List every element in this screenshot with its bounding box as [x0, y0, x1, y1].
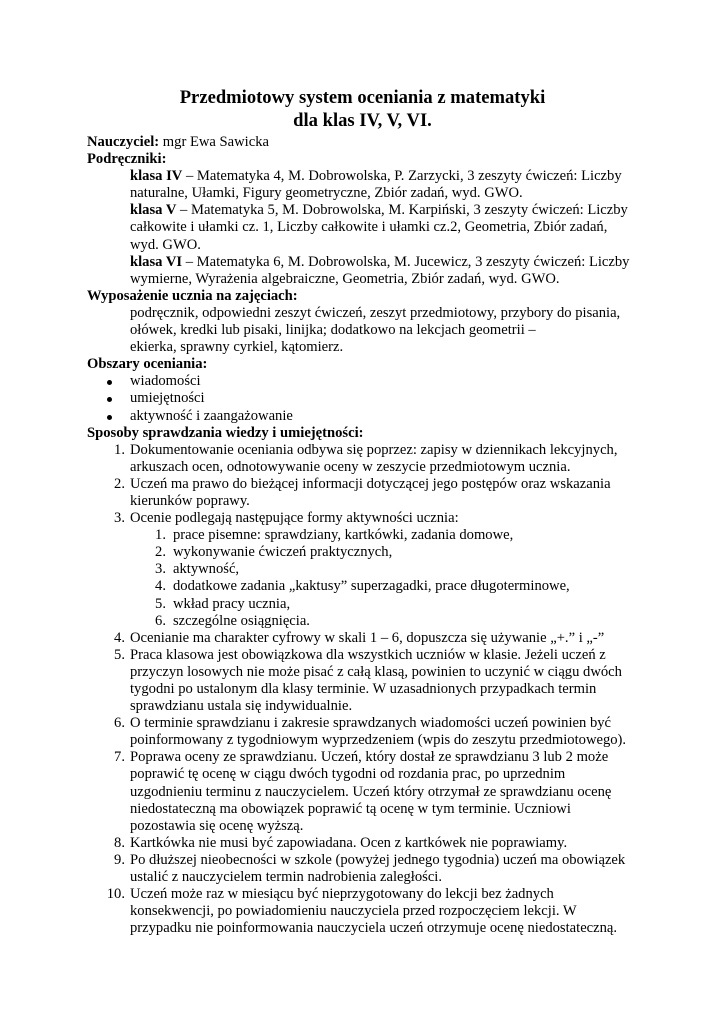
textbook-class-iv: [87, 168, 647, 185]
textbook-class-v: [87, 202, 647, 219]
method-text-line: arkuszach ocen, odnotowywanie oceny w zeszycie przedmiotowym ucznia.: [130, 458, 571, 475]
method-item: [87, 886, 647, 937]
list-number: 6.: [155, 612, 166, 629]
teacher-line: [87, 134, 647, 151]
method-text-line: Praca klasowa jest obowiązkowa dla wszystkich uczniów w klasie. Jeżeli uczeń z: [130, 646, 606, 663]
list-item-text: wiadomości: [130, 373, 201, 390]
list-item: [87, 408, 647, 425]
teacher-label: Nauczyciel:: [87, 134, 160, 150]
class-label: klasa V: [130, 202, 177, 219]
list-item: [130, 544, 647, 561]
equipment-line: ekierka, sprawny cyrkiel, kątomierz.: [130, 339, 344, 356]
method-text-line: Kartkówka nie musi być zapowiadana. Ocen z kartkówek nie poprawiamy.: [130, 834, 568, 851]
method-item: [87, 715, 647, 749]
list-number: 1.: [114, 441, 125, 458]
equipment-line: podręcznik, odpowiedni zeszyt ćwiczeń, zeszyt przedmiotowy, przybory do pisania,: [130, 304, 621, 321]
method-item: [87, 630, 647, 647]
list-item-text: aktywność i zaangażowanie: [130, 407, 293, 424]
list-item: [87, 390, 647, 407]
list-number: 6.: [114, 715, 125, 732]
method-text-line: przypadku nie poinformowania nauczyciela uczeń otrzymuje ocenę niedostateczną.: [130, 920, 618, 937]
method-text-line: pozostawia się ocenę wyższą.: [130, 817, 304, 834]
equipment-heading: Wyposażenie ucznia na zajęciach:: [87, 287, 298, 304]
textbooks-heading: Podręczniki:: [87, 151, 167, 168]
list-number: 1.: [155, 527, 166, 544]
method-item: [87, 852, 647, 886]
list-item: [130, 578, 647, 595]
method-text-line: uzgodnieniu terminu z nauczycielem. Uczeń który otrzymał ze sprawdzianu ocenę: [130, 783, 612, 800]
document-title-line-1: Przedmiotowy system oceniania z matematyki: [179, 87, 546, 108]
list-number: 5.: [114, 646, 125, 663]
method-text-line: niedostateczną ma obowiązek poprawić tą ocenę w tym terminie. Uczniowi: [130, 800, 571, 817]
equipment-line: ołówek, kredki lub pisaki, linijka; dodatkowo na lekcjach geometrii –: [130, 322, 536, 339]
bullet-icon: [107, 415, 112, 420]
method-text-line: kierunków poprawy.: [130, 492, 250, 509]
textbook-text-line: naturalne, Ułamki, Figury geometryczne, Zbiór zadań, wyd. GWO.: [130, 185, 523, 202]
teacher-name: mgr Ewa Sawicka: [162, 134, 269, 150]
method-text-line: Uczeń może raz w miesiącu być nieprzygotowany do lekcji bez żadnych: [130, 886, 554, 903]
list-number: 4.: [155, 578, 166, 595]
class-label: klasa VI: [130, 253, 183, 270]
list-item: [130, 613, 647, 630]
list-item-text: umiejętności: [130, 390, 205, 407]
list-item: [130, 561, 647, 578]
textbook-text-line: wyd. GWO.: [130, 236, 201, 253]
list-number: 4.: [114, 629, 125, 646]
bullet-icon: [107, 397, 112, 402]
list-number: 3.: [114, 510, 125, 527]
method-text-line: poinformowany z tygodniowym wyprzedzeniem (wpis do zeszytu przedmiotowego).: [130, 732, 627, 749]
method-text-line: ustalić z nauczycielem termin nadrobienia zaległości.: [130, 869, 443, 886]
method-text-line: Ocenie podlegają następujące formy aktywności ucznia:: [130, 510, 459, 527]
method-text-line: Po dłuższej nieobecności w szkole (powyżej jednego tygodnia) uczeń ma obowiązek: [130, 851, 626, 868]
method-text-line: sprawdzianu ustala się indywidualnie.: [130, 698, 353, 715]
list-item: [87, 373, 647, 390]
areas-heading: Obszary oceniania:: [87, 356, 208, 373]
textbook-text: – Matematyka 6, M. Dobrowolska, M. Jucewicz, 3 zeszyty ćwiczeń: Liczby: [182, 253, 630, 270]
list-number: 2.: [155, 544, 166, 561]
method-item: [87, 476, 647, 510]
method-text-line: Dokumentowanie oceniania odbywa się poprzez: zapisy w dziennikach lekcyjnych,: [130, 441, 618, 458]
list-number: 5.: [155, 595, 166, 612]
method-item: [87, 442, 647, 476]
textbook-class-vi: [87, 254, 647, 271]
method-item: [87, 749, 647, 834]
class-label: klasa IV: [130, 168, 183, 185]
list-number: 9.: [114, 851, 125, 868]
document-body: [87, 134, 647, 937]
activity-forms-list: [130, 527, 647, 630]
textbook-text-line: całkowite i ułamki cz. 1, Liczby całkowite i ułamki cz.2, Geometria, Zbiór zadań,: [130, 219, 608, 236]
list-item-text: aktywność,: [173, 561, 240, 578]
method-item: [87, 835, 647, 852]
methods-list: [87, 442, 647, 938]
list-number: 7.: [114, 749, 125, 766]
method-text-line: O terminie sprawdzianu i zakresie sprawdzanych wiadomości uczeń powinien być: [130, 715, 612, 732]
list-number: 10.: [106, 886, 125, 903]
method-item: [87, 647, 647, 715]
textbooks-list: [87, 168, 647, 288]
areas-list: [87, 373, 647, 424]
list-item-text: szczególne osiągnięcia.: [173, 612, 310, 629]
method-text-line: Uczeń ma prawo do bieżącej informacji dotyczącej jego postępów oraz wskazania: [130, 475, 611, 492]
method-text-line: Ocenianie ma charakter cyfrowy w skali 1 – 6, dopuszcza się używanie „+.” i „-”: [130, 629, 605, 646]
textbook-text: – Matematyka 5, M. Dobrowolska, M. Karpiński, 3 zeszyty ćwiczeń: Liczby: [176, 202, 628, 219]
list-item-text: wkład pracy ucznia,: [173, 595, 291, 612]
document-title-line-2: dla klas IV, V, VI.: [293, 110, 432, 131]
list-number: 3.: [155, 561, 166, 578]
list-item-text: dodatkowe zadania „kaktusy” superzagadki, prace długoterminowe,: [173, 578, 570, 595]
bullet-icon: [107, 380, 112, 385]
list-number: 2.: [114, 475, 125, 492]
list-item: [130, 527, 647, 544]
method-text-line: przyczyn losowych nie może pisać z całą klasą, powinien to uczynić w ciągu dwóch: [130, 663, 622, 680]
method-text-line: konsekwencji, po powiadomieniu nauczyciela przed rozpoczęciem lekcji. W: [130, 903, 577, 920]
method-item: [87, 510, 647, 630]
list-number: 8.: [114, 834, 125, 851]
list-item-text: wykonywanie ćwiczeń praktycznych,: [173, 544, 393, 561]
method-text-line: Poprawa oceny ze sprawdzianu. Uczeń, który dostał ze sprawdzianu 3 lub 2 może: [130, 749, 609, 766]
textbook-text-line: wymierne, Wyrażenia algebraiczne, Geometria, Zbiór zadań, wyd. GWO.: [130, 270, 560, 287]
method-text-line: tygodni po ustalonym dla klasy terminie. W uzasadnionych przypadkach termin: [130, 681, 597, 697]
methods-heading: Sposoby sprawdzania wiedzy i umiejętności:: [87, 424, 364, 441]
list-item: [130, 596, 647, 613]
textbook-text: – Matematyka 4, M. Dobrowolska, P. Zarzycki, 3 zeszyty ćwiczeń: Liczby: [182, 168, 622, 185]
method-text-line: poprawić tę ocenę w ciągu dwóch tygodni od rozdania prac, po uprzednim: [130, 766, 566, 783]
list-item-text: prace pisemne: sprawdziany, kartkówki, zadania domowe,: [173, 527, 514, 544]
